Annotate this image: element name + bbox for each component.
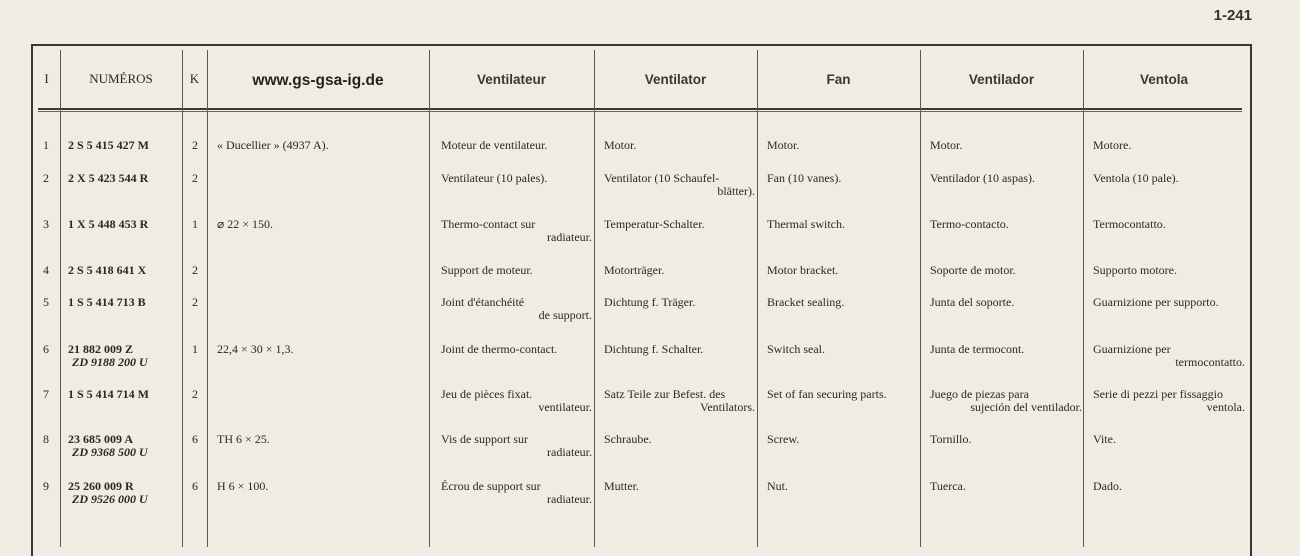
row-index: 5 — [43, 295, 49, 309]
dimension: « Ducellier » (4937 A). — [217, 138, 329, 152]
desc-french: Joint d'étanchéité — [441, 295, 525, 309]
header-numeros: NUMÉROS — [89, 71, 153, 86]
quantity-k: 2 — [192, 263, 198, 277]
desc-german: Mutter. — [604, 479, 639, 493]
col-divider — [757, 50, 758, 547]
col-divider — [182, 50, 183, 547]
desc-italian-cont: termocontatto. — [1175, 355, 1245, 369]
desc-english: Motor bracket. — [767, 263, 839, 277]
dimension: H 6 × 100. — [217, 479, 269, 493]
col-divider — [207, 50, 208, 547]
desc-french: Jeu de pièces fixat. — [441, 387, 533, 401]
header-i: I — [44, 71, 49, 86]
part-number: 1 S 5 414 713 B — [68, 295, 146, 309]
desc-italian: Ventola (10 pale). — [1093, 171, 1179, 185]
row-index: 4 — [43, 263, 49, 277]
quantity-k: 2 — [192, 387, 198, 401]
desc-english: Bracket sealing. — [767, 295, 845, 309]
desc-german: Satz Teile zur Befest. des — [604, 387, 726, 401]
desc-german: Motorträger. — [604, 263, 665, 277]
watermark-url: www.gs-gsa-ig.de — [252, 72, 384, 89]
desc-spanish: Ventilador (10 aspas). — [930, 171, 1035, 185]
desc-french: Joint de thermo-contact. — [441, 342, 558, 356]
desc-spanish: Juego de piezas para — [930, 387, 1029, 401]
col-divider — [429, 50, 430, 547]
page-number: 1-241 — [1213, 7, 1252, 24]
row-index: 2 — [43, 171, 49, 185]
zd-number: ZD 9368 500 U — [72, 445, 148, 459]
dimension: TH 6 × 25. — [217, 432, 270, 446]
desc-german: Dichtung f. Schalter. — [604, 342, 704, 356]
col-divider — [1083, 50, 1084, 547]
desc-german: Schraube. — [604, 432, 652, 446]
desc-french-cont: ventilateur. — [538, 400, 592, 414]
desc-italian: Supporto motore. — [1093, 263, 1177, 277]
desc-spanish: Motor. — [930, 138, 963, 152]
quantity-k: 6 — [192, 432, 198, 446]
desc-german: Dichtung f. Träger. — [604, 295, 696, 309]
desc-english: Fan (10 vanes). — [767, 171, 842, 185]
quantity-k: 2 — [192, 138, 198, 152]
desc-spanish-cont: sujeción del ventilador. — [970, 400, 1082, 414]
desc-spanish: Junta de termocont. — [930, 342, 1025, 356]
desc-french: Ventilateur (10 pales). — [441, 171, 548, 185]
desc-italian: Motore. — [1093, 138, 1132, 152]
desc-french-cont: radiateur. — [547, 230, 592, 244]
row-index: 7 — [43, 387, 49, 401]
desc-german: Motor. — [604, 138, 637, 152]
desc-french: Moteur de ventilateur. — [441, 138, 548, 152]
quantity-k: 6 — [192, 479, 198, 493]
part-number: 2 S 5 415 427 M — [68, 138, 149, 152]
desc-english: Thermal switch. — [767, 217, 845, 231]
header-german: Ventilator — [644, 71, 707, 87]
desc-spanish: Tuerca. — [930, 479, 966, 493]
dimension: 22,4 × 30 × 1,3. — [217, 342, 294, 356]
part-number: 2 X 5 423 544 R — [68, 171, 149, 185]
desc-german: Temperatur-Schalter. — [604, 217, 705, 231]
desc-italian: Termocontatto. — [1093, 217, 1166, 231]
desc-french-cont: radiateur. — [547, 445, 592, 459]
desc-french-cont: radiateur. — [547, 492, 592, 506]
quantity-k: 2 — [192, 295, 198, 309]
part-number: 25 260 009 R — [68, 479, 134, 493]
header-english: Fan — [826, 71, 851, 87]
desc-english: Screw. — [767, 432, 800, 446]
part-number: 21 882 009 Z — [68, 342, 134, 356]
zd-number: ZD 9526 000 U — [72, 492, 148, 506]
desc-italian: Vite. — [1093, 432, 1116, 446]
header-italian: Ventola — [1139, 71, 1188, 87]
desc-german: Ventilator (10 Schaufel- — [604, 171, 720, 185]
desc-english: Nut. — [767, 479, 788, 493]
part-number: 23 685 009 A — [68, 432, 134, 446]
desc-italian: Guarnizione per supporto. — [1093, 295, 1219, 309]
row-index: 1 — [43, 138, 49, 152]
zd-number: ZD 9188 200 U — [72, 355, 148, 369]
desc-english: Switch seal. — [767, 342, 825, 356]
quantity-k: 1 — [192, 217, 198, 231]
row-index: 8 — [43, 432, 49, 446]
row-index: 6 — [43, 342, 49, 356]
col-divider — [920, 50, 921, 547]
desc-spanish: Tornillo. — [930, 432, 972, 446]
part-number: 2 S 5 418 641 X — [68, 263, 147, 277]
desc-spanish: Termo-contacto. — [930, 217, 1009, 231]
desc-english: Set of fan securing parts. — [767, 387, 887, 401]
header-french: Ventilateur — [476, 71, 547, 87]
desc-german-cont: blätter). — [717, 184, 755, 198]
row-index: 9 — [43, 479, 49, 493]
col-divider — [594, 50, 595, 547]
dimension: ⌀ 22 × 150. — [217, 217, 273, 231]
quantity-k: 2 — [192, 171, 198, 185]
desc-english: Motor. — [767, 138, 800, 152]
quantity-k: 1 — [192, 342, 198, 356]
desc-french: Support de moteur. — [441, 263, 533, 277]
desc-italian: Guarnizione per — [1093, 342, 1171, 356]
desc-french: Thermo-contact sur — [441, 217, 536, 231]
desc-french: Écrou de support sur — [441, 479, 541, 493]
part-number: 1 S 5 414 714 M — [68, 387, 149, 401]
desc-french: Vis de support sur — [441, 432, 528, 446]
desc-italian: Serie di pezzi per fissaggio — [1093, 387, 1223, 401]
desc-german-cont: Ventilators. — [700, 400, 755, 414]
header-k: K — [189, 71, 200, 86]
part-number: 1 X 5 448 453 R — [68, 217, 149, 231]
col-divider — [60, 50, 61, 547]
desc-italian-cont: ventola. — [1206, 400, 1245, 414]
desc-spanish: Junta del soporte. — [930, 295, 1015, 309]
desc-french-cont: de support. — [538, 308, 592, 322]
row-index: 3 — [43, 217, 49, 231]
header-spanish: Ventilador — [968, 71, 1035, 87]
header-rule-thin — [38, 111, 1242, 112]
desc-spanish: Soporte de motor. — [930, 263, 1016, 277]
desc-italian: Dado. — [1093, 479, 1122, 493]
